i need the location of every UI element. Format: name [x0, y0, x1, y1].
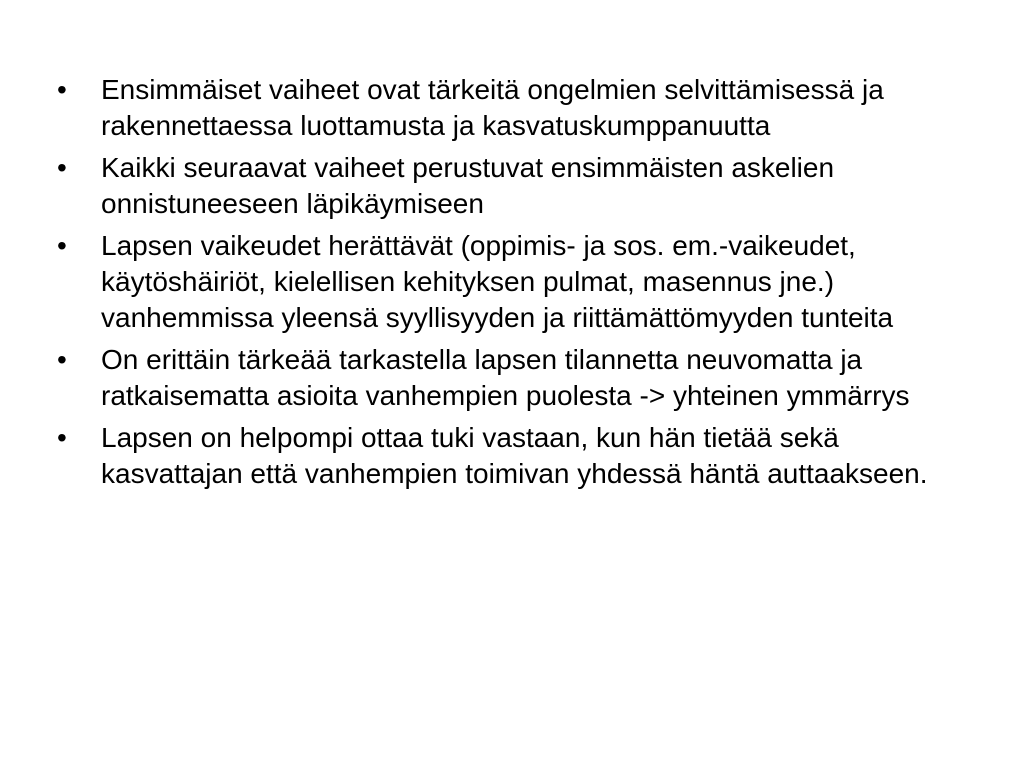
bullet-marker: • [57, 74, 67, 105]
bullet-marker: • [57, 230, 67, 261]
bullet-item-3 [0, 228, 941, 336]
bullet-item-1 [0, 72, 941, 144]
bullet-marker: • [57, 152, 67, 183]
bullet-marker: • [57, 422, 67, 453]
bullet-text: On erittäin tärkeää tarkastella lapsen tilannetta neuvomatta ja ratkaisematta asioita vanhempien puolesta -> yhteinen ymmärrys [101, 344, 910, 411]
bullet-item-4 [0, 342, 941, 414]
bullet-marker: • [57, 344, 67, 375]
bullet-text: Lapsen vaikeudet herättävät (oppimis- ja sos. em.-vaikeudet, käytöshäiriöt, kielellisen kehityksen pulmat, masennus jne.) vanhemmissa yleensä syyllisyyden ja riittämättömyyden tunteita [101, 230, 894, 333]
bullet-text: Kaikki seuraavat vaiheet perustuvat ensimmäisten askelien onnistuneeseen läpikäymiseen [101, 152, 835, 219]
bullet-text: Ensimmäiset vaiheet ovat tärkeitä ongelmien selvittämisessä ja rakennettaessa luottamusta ja kasvatuskumppanuutta [101, 74, 884, 141]
bullet-list [0, 72, 1024, 498]
bullet-item-2 [0, 150, 941, 222]
bullet-text: Lapsen on helpompi ottaa tuki vastaan, kun hän tietää sekä kasvattajan että vanhempien toimivan yhdessä häntä auttaakseen. [101, 422, 928, 489]
bullet-item-5 [0, 420, 941, 492]
